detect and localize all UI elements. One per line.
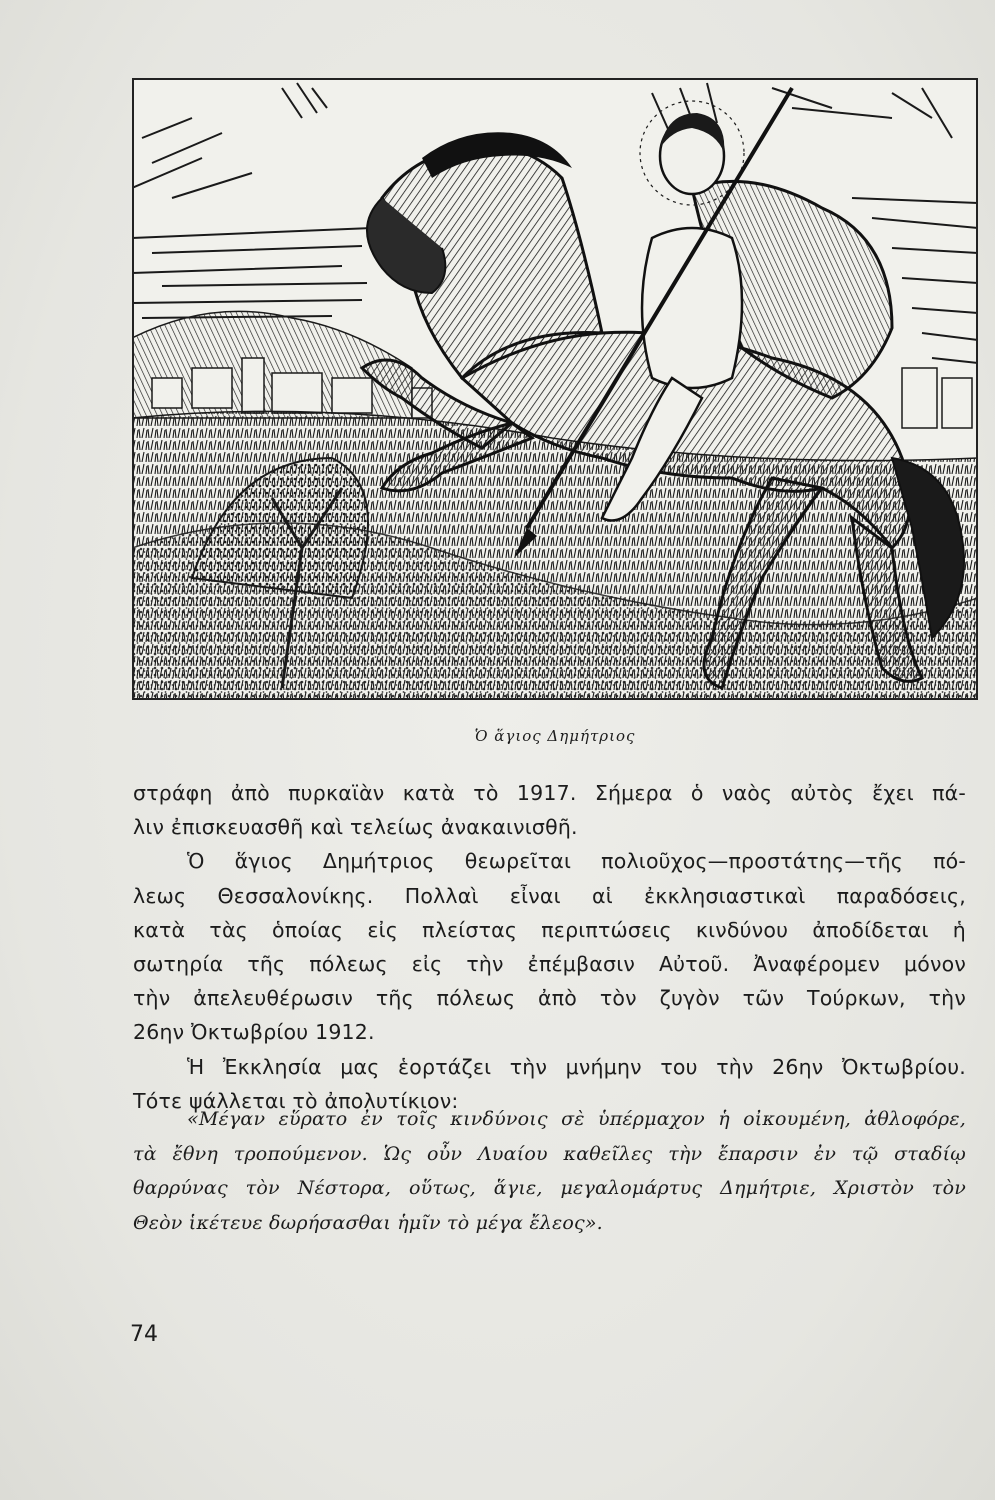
engraving-drawing (132, 78, 978, 700)
saint-demetrios-engraving (132, 78, 978, 700)
hymn-line: «Μέγαν εὕρατο ἐν τοῖς κινδύνοις σὲ ὑπέρμαχον ἡ οἰκουμένη, ἀθλοφόρε, (187, 1108, 966, 1130)
text-line: λιν ἐπισκευασθῆ καὶ τελείως ἀνακαινισθῆ. (133, 815, 578, 840)
text-line: τὴν ἀπελευθέρωσιν τῆς πόλεως ἀπὸ τὸν ζυγὸν τῶν Τούρκων, τὴν (133, 986, 966, 1011)
text-line: λεως Θεσσαλονίκης. Πολλαὶ εἶναι αἱ ἐκκλησιαστικαὶ παραδόσεις, (133, 883, 966, 908)
hymn-line: τὰ ἔθνη τροπούμενον. Ὡς οὖν Λυαίου καθεῖλες τὴν ἔπαρσιν ἐν τῷ σταδίῳ (133, 1142, 966, 1165)
text-line: κατὰ τὰς ὁποίας εἰς πλείστας περιπτώσεις κινδύνου ἀποδίδεται ἡ (133, 917, 966, 942)
hymn-text (133, 1102, 966, 1240)
text-line: στράφη ἀπὸ πυρκαϊὰν κατὰ τὸ 1917. Σήμερα ὁ ναὸς αὐτὸς ἔχει πά- (133, 781, 966, 805)
hymn-line: θαρρύνας τὸν Νέστορα, οὕτως, ἅγιε, μεγαλομάρτυς Δημήτριε, Χριστὸν τὸν (133, 1177, 966, 1199)
body-text (133, 776, 966, 1118)
text-line: σωτηρία τῆς πόλεως εἰς τὴν ἐπέμβασιν Αὐτοῦ. Ἀναφέρομεν μόνον (133, 952, 966, 977)
text-line: Ἡ Ἐκκλησία μας ἑορτάζει τὴν μνήμην του τὴν 26ην Ὀκτωβρίου. (187, 1054, 966, 1079)
text-line: 26ην Ὀκτωβρίου 1912. (133, 1020, 375, 1045)
text-line: Τότε ψάλλεται τὸ ἀπολυτίκιον: (133, 1088, 459, 1113)
page-number: 74 (130, 1322, 158, 1347)
text-line: Ὁ ἅγιος Δημήτριος θεωρεῖται πολιοῦχος—προστάτης—τῆς πό- (187, 849, 966, 874)
hymn-line: Θεὸν ἱκέτευε δωρήσασθαι ἡμῖν τὸ μέγα ἔλεος». (133, 1211, 603, 1234)
figure-caption: Ὁ ἅγιος Δημήτριος (474, 727, 636, 745)
